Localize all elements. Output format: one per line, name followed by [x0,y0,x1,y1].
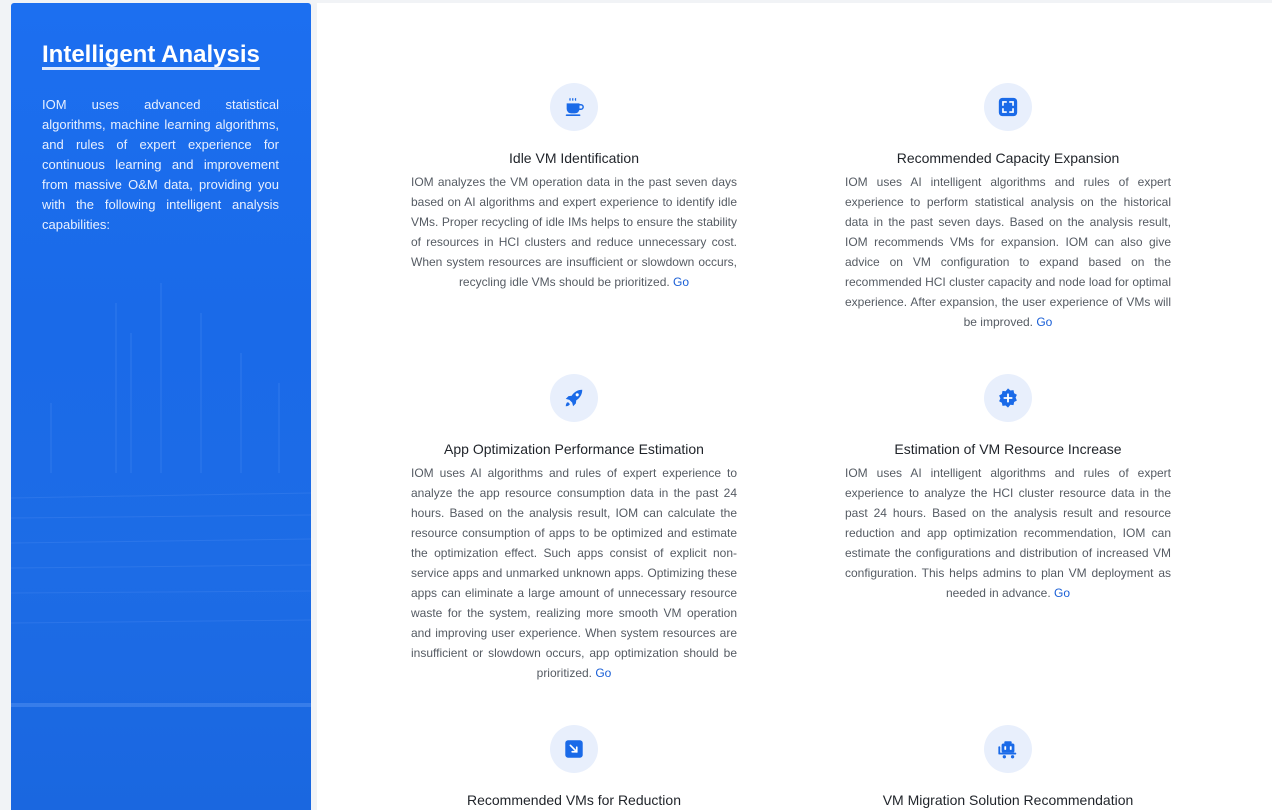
feature-card-vm-migration [845,725,1171,810]
feature-title: Estimation of VM Resource Increase [894,441,1122,457]
feature-title: Recommended VMs for Reduction [467,792,681,808]
page-title: Intelligent Analysis [42,41,260,68]
gear-plus-icon [984,374,1032,422]
feature-title: Recommended Capacity Expansion [896,150,1120,166]
feature-card-capacity-expansion [845,83,1171,332]
reduce-arrow-icon [550,725,598,773]
intro-description: IOM uses advanced statistical algorithms, machine learning algorithms, and rules of expert experience for continuous learning and improvement from massive O&M data, providing you with the following intelligent analysis capabilities: [42,97,279,232]
feature-card-idle-vm [411,83,737,292]
feature-description: IOM uses AI algorithms and rules of expert experience to analyze the app resource consumption data in the past 24 hours. Based on the analysis result, IOM can calculate the resource consumption of apps to be optimized and estimate the optimization effect. Such apps consist of explicit non-service apps and unmarked unknown apps. Optimizing these apps can eliminate a large amount of unnecessary resource waste for the system, realizing more smooth VM operation and improving user experience. When system resources are insufficient or slowdown occurs, app optimization should be prioritized. Go [411,466,737,680]
feature-description: IOM uses AI intelligent algorithms and rules of expert experience to perform statistical analysis on the historical data in the past seven days. Based on the analysis result, IOM recommends VMs for expansion. IOM can also give advice on VM configuration to expand based on the recommended HCI cluster capacity and node load for optimal experience. After expansion, the user experience of VMs will be improved. Go [845,175,1171,329]
feature-description: IOM analyzes the VM operation data in the past seven days based on AI algorithms and expert experience to identify idle VMs. Proper recycling of idle IMs helps to ensure the stability of resources in HCI clusters and reduce unnecessary cost. When system resources are insufficient or slowdown occurs, recycling idle VMs should be prioritized. Go [411,175,737,289]
feature-title: Idle VM Identification [509,150,639,166]
coffee-cup-icon [550,83,598,131]
go-link[interactable]: Go [595,666,612,680]
features-panel [317,3,1272,810]
migration-cart-icon [984,725,1032,773]
go-link[interactable]: Go [673,275,690,289]
feature-description: IOM uses AI intelligent algorithms and rules of expert experience to analyze the HCI cluster resource data in the past 24 hours. Based on the analysis result and resource reduction and app optimization recommendation, IOM can estimate the configurations and distribution of increased VM configuration. This helps admins to plan VM deployment as needed in advance. Go [845,466,1171,600]
feature-title: VM Migration Solution Recommendation [882,792,1134,808]
go-link[interactable]: Go [1036,315,1053,329]
feature-card-vm-reduction [411,725,737,810]
feature-title: App Optimization Performance Estimation [444,441,704,457]
feature-card-resource-increase [845,374,1171,603]
sidebar-panel [11,3,311,810]
go-link[interactable]: Go [1054,586,1071,600]
feature-card-app-optimization [411,374,737,683]
rocket-icon [550,374,598,422]
expand-icon [984,83,1032,131]
